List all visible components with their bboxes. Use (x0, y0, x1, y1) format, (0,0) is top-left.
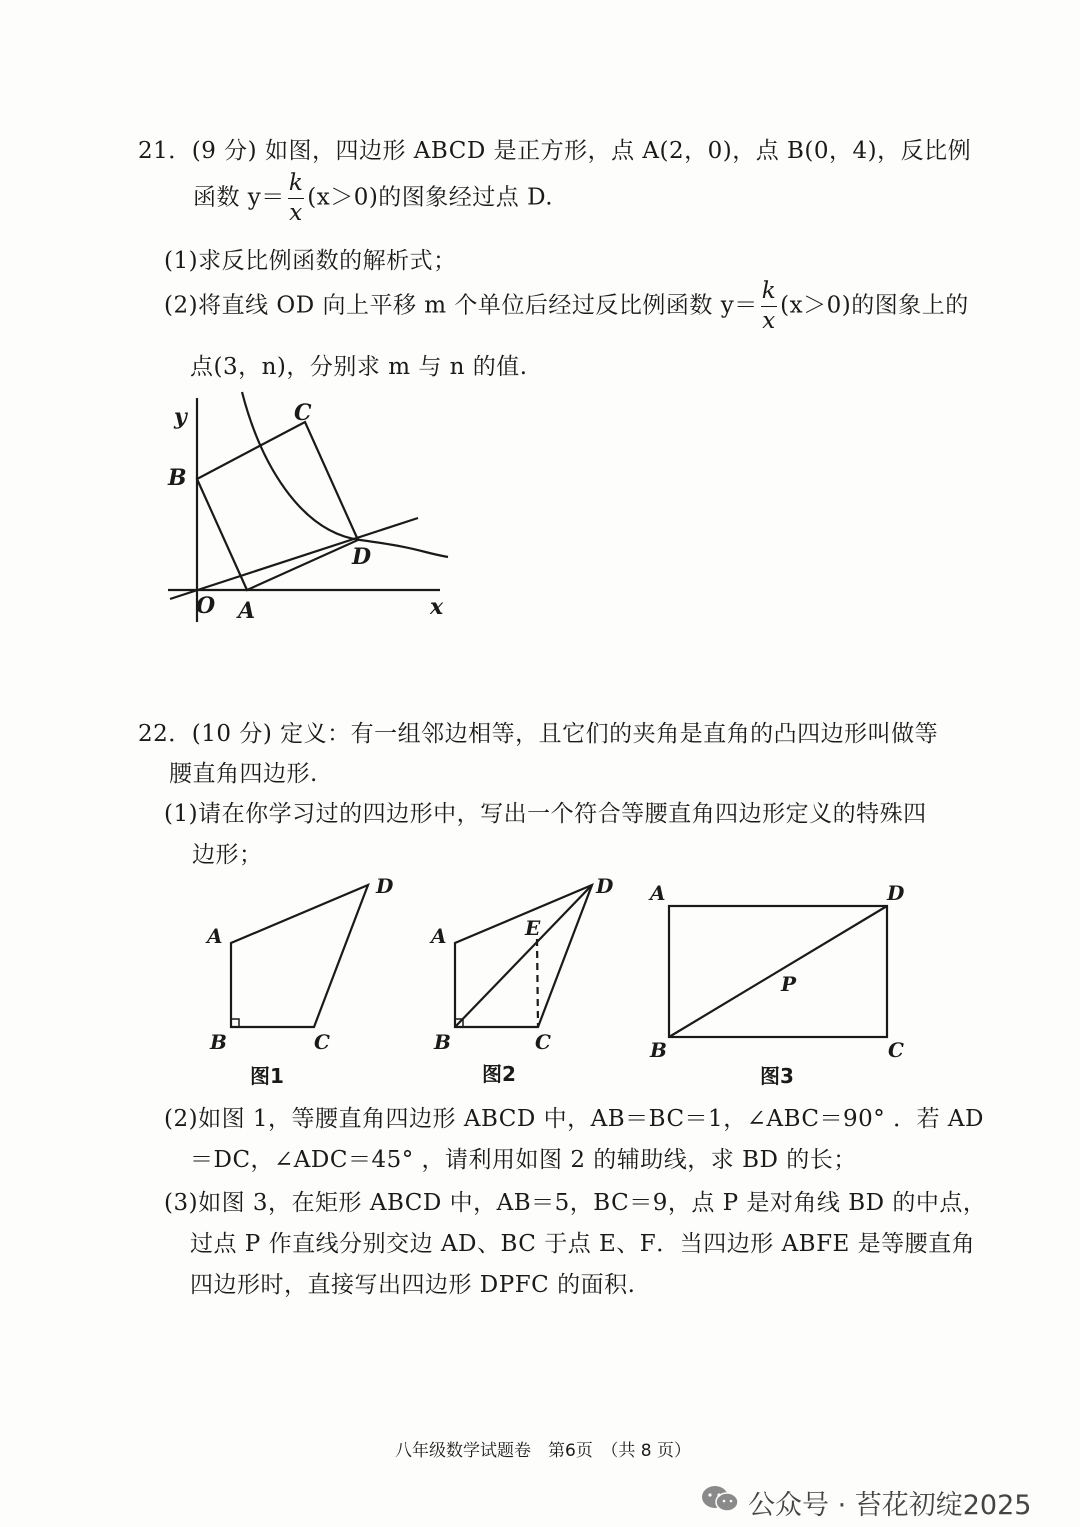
fig2-label-a: A (431, 924, 447, 948)
fig2-label-e: E (525, 916, 541, 940)
q22-part3-line2: 过点 P 作直线分别交边 AD、BC 于点 E、F．当四边形 ABFE 是等腰直角 (190, 1231, 976, 1257)
fig2-label-d: D (596, 874, 614, 898)
fig2-caption: 图2 (482, 1062, 516, 1086)
label-y: y (174, 404, 187, 430)
q21-line2 (193, 172, 553, 225)
fig3-label-p: P (781, 972, 797, 996)
fraction-numerator: k (288, 172, 304, 199)
q21-line1: 21．(9 分) 如图，四边形 ABCD 是正方形，点 A(2，0)，点 B(0，4)，反比例 (138, 138, 972, 164)
q22-line1: 22．(10 分) 定义：有一组邻边相等，且它们的夹角是直角的凸四边形叫做等 (138, 721, 939, 747)
q21-part1: (1)求反比例函数的解析式； (164, 248, 457, 274)
fig3-caption: 图3 (760, 1064, 794, 1088)
quad-abcd-fig1 (231, 885, 368, 1027)
q21-fraction (288, 172, 304, 225)
q22-part3-line1: (3)如图 3，在矩形 ABCD 中，AB＝5，BC＝9，点 P 是对角线 BD 的中点， (164, 1190, 987, 1216)
q22-part1-line1: (1)请在你学习过的四边形中，写出一个符合等腰直角四边形定义的特殊四 (164, 801, 927, 827)
dashed-ec (537, 939, 538, 1027)
q21-figure (160, 392, 460, 632)
fig3-label-d: D (887, 881, 905, 905)
fraction-denominator: x (762, 308, 776, 334)
q22-part1-line2: 边形； (192, 842, 263, 868)
q21-part2-pre: (2)将直线 OD 向上平移 m 个单位后经过反比例函数 y＝ (164, 292, 758, 319)
hyperbola-curve (242, 392, 448, 557)
watermark-text: 公众号 · 苔花初绽2025 (748, 1490, 1032, 1521)
q22-part3-line3: 四边形时，直接写出四边形 DPFC 的面积. (190, 1272, 636, 1298)
q21-line2-post: (x＞0)的图象经过点 D. (307, 184, 554, 211)
label-d: D (352, 544, 372, 570)
fig1-label-c: C (314, 1030, 330, 1054)
q21-part2-line1 (164, 280, 969, 333)
right-angle-mark (231, 1019, 239, 1027)
label-o: O (196, 593, 216, 619)
q22-figure-3 (640, 875, 920, 1075)
fraction-denominator: x (289, 200, 303, 226)
q22-figure-1 (200, 875, 420, 1065)
q22-figure-2 (425, 875, 645, 1065)
wechat-icon (700, 1484, 742, 1514)
line-od (170, 518, 418, 599)
label-x: x (430, 594, 444, 620)
fig1-label-a: A (207, 924, 223, 948)
fig1-label-b: B (210, 1030, 227, 1054)
q21-part2-post: (x＞0)的图象上的 (780, 292, 969, 319)
fig3-label-a: A (650, 881, 666, 905)
label-c: C (294, 400, 312, 426)
label-a: A (238, 598, 256, 624)
fig2-label-b: B (434, 1030, 451, 1054)
diagonal-bd-fig3 (669, 906, 887, 1037)
q21-line2-pre: 函数 y＝ (193, 184, 285, 211)
fig2-label-c: C (535, 1030, 551, 1054)
fig3-label-c: C (888, 1038, 904, 1062)
fraction-numerator: k (761, 280, 777, 307)
fig1-caption: 图1 (250, 1064, 284, 1088)
page-footer: 八年级数学试题卷 第6页 （共 8 页） (395, 1441, 691, 1461)
q22-line2: 腰直角四边形. (169, 761, 318, 787)
diagonal-bd (455, 885, 592, 1027)
label-b: B (168, 465, 187, 491)
fig3-label-b: B (650, 1038, 667, 1062)
q21-part2-line2: 点(3，n)，分别求 m 与 n 的值. (190, 354, 528, 380)
q21-part2-fraction (761, 280, 777, 333)
q22-part2-line1: (2)如图 1，等腰直角四边形 ABCD 中，AB＝BC＝1，∠ABC＝90° ．若 AD (164, 1106, 984, 1132)
fig1-label-d: D (376, 874, 394, 898)
q22-part2-line2: ＝DC，∠ADC＝45° ，请利用如图 2 的辅助线，求 BD 的长； (190, 1147, 857, 1173)
